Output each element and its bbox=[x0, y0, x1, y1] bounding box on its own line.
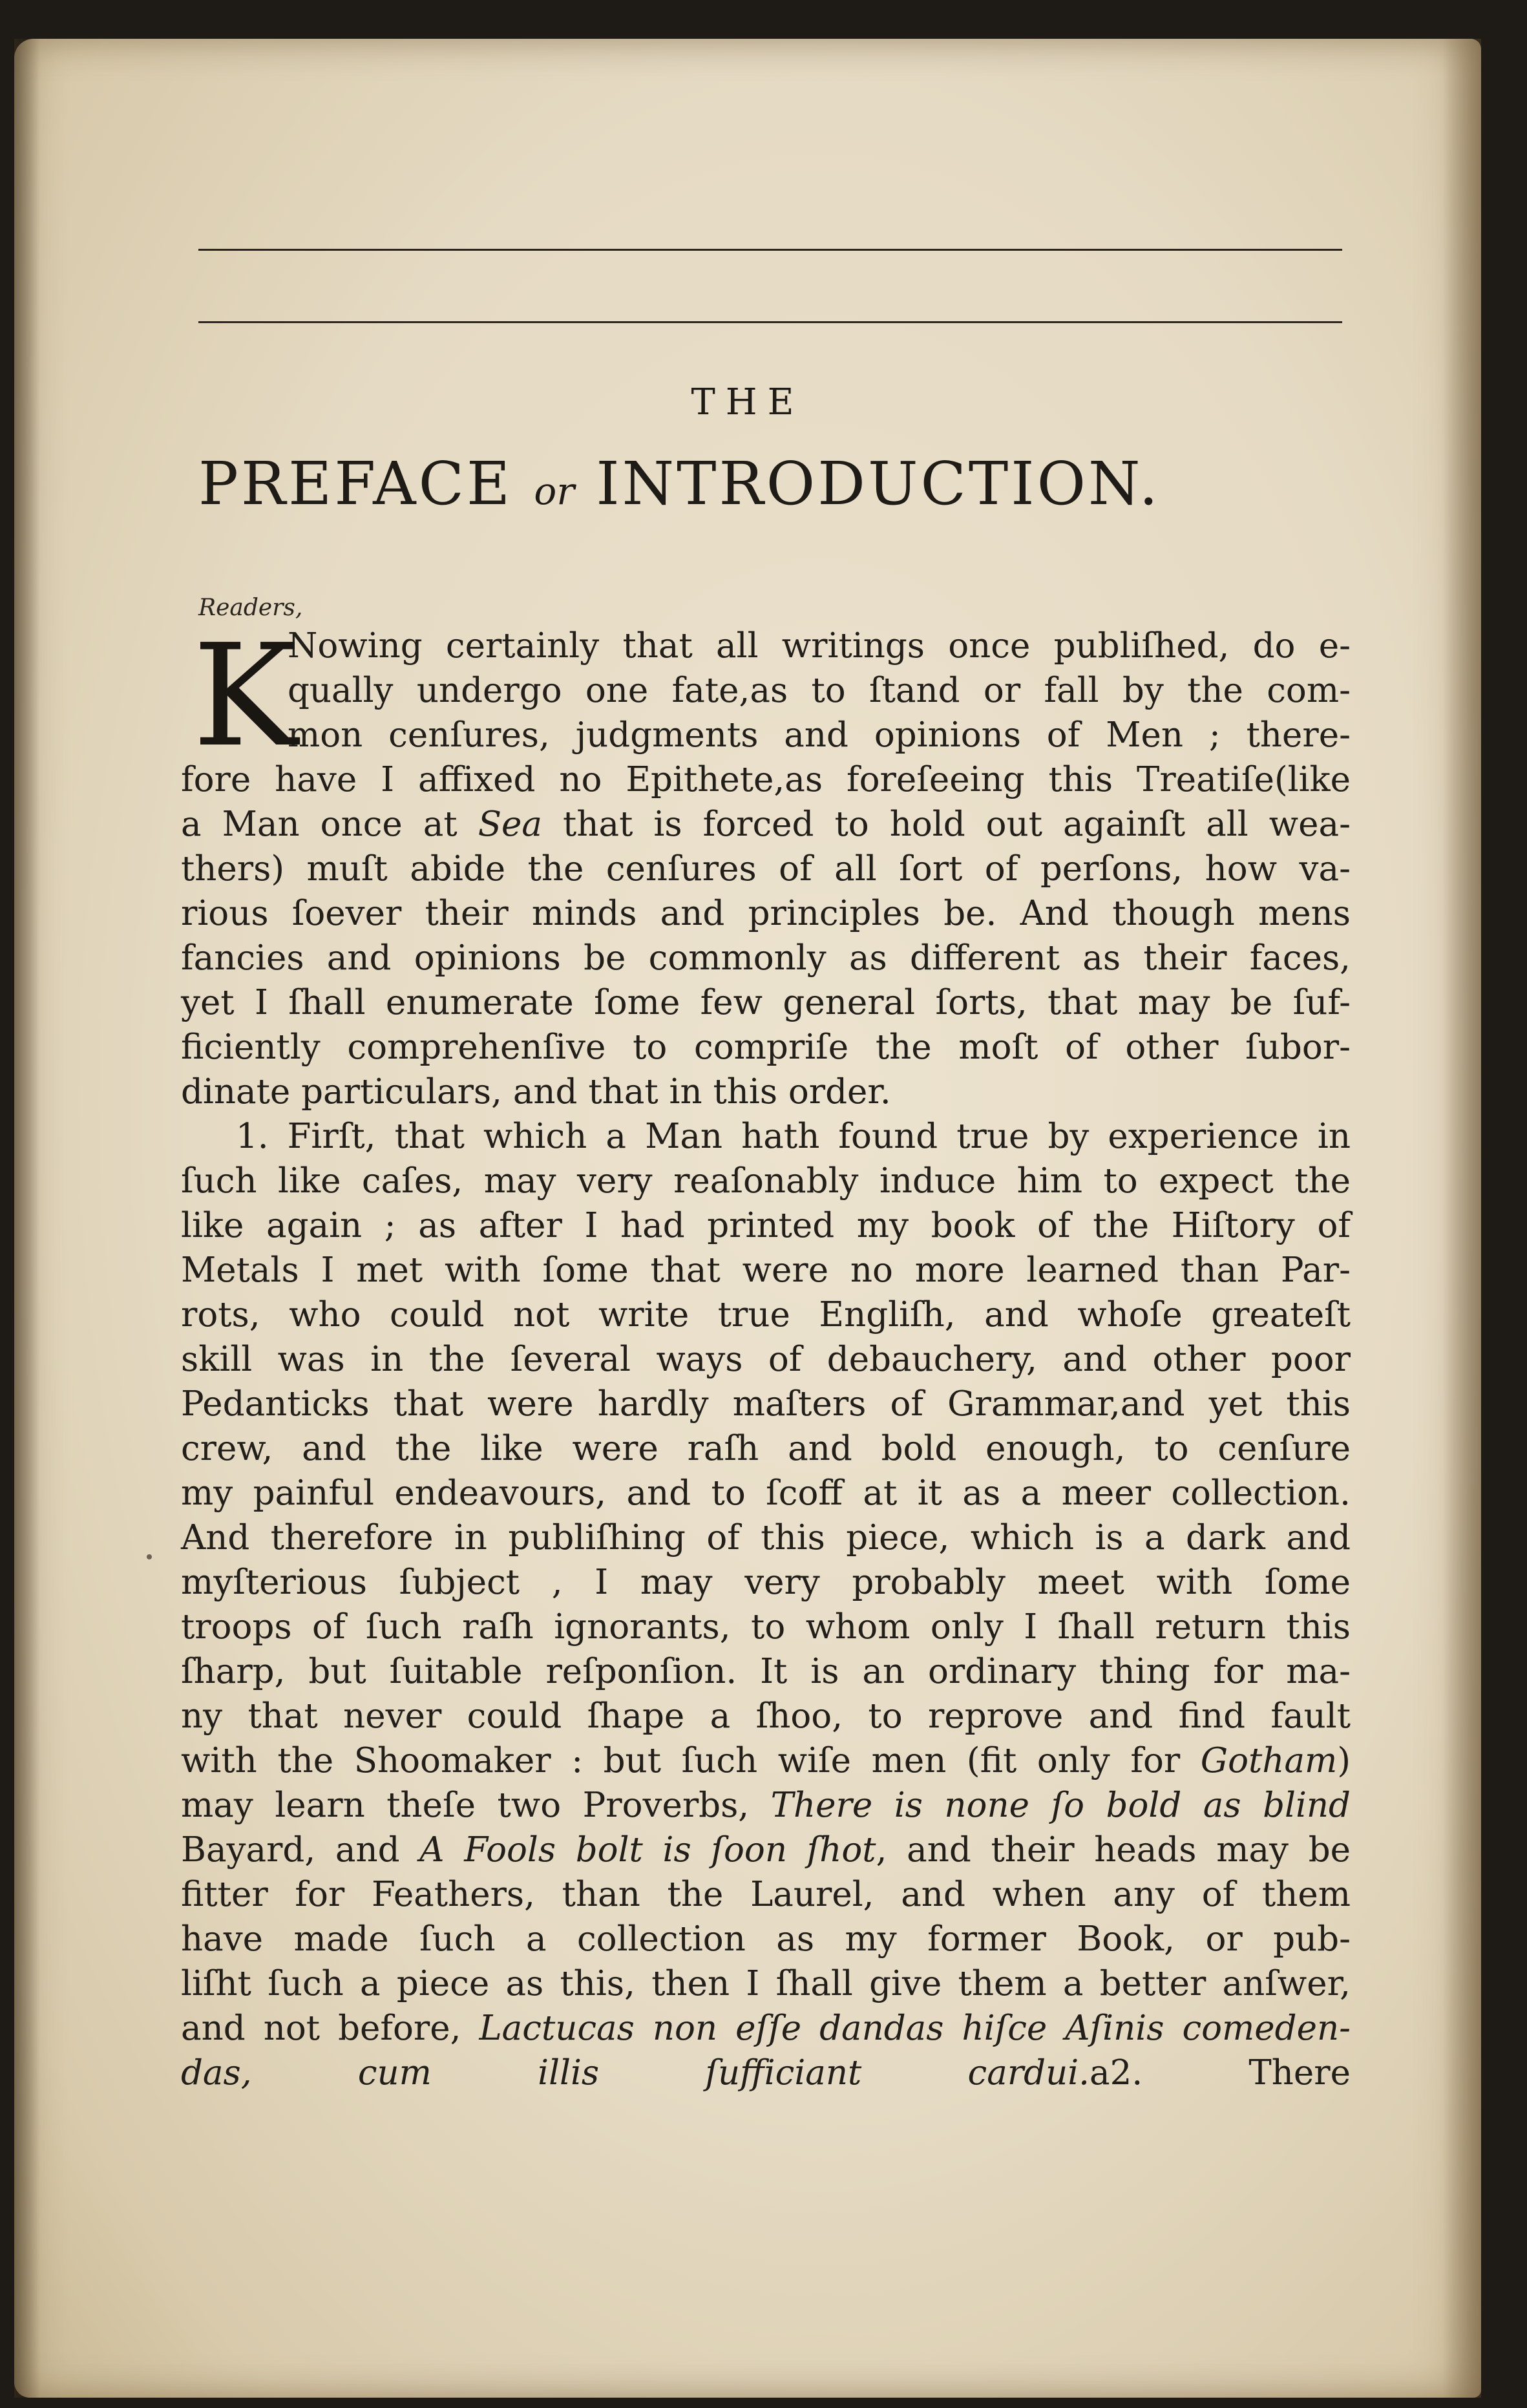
page-title bbox=[198, 449, 1342, 518]
text-line: ſuch like caſes, may very reaſonably induce him to expect the bbox=[181, 1161, 1351, 1201]
text-line: myſterious ſubject , I may very probably meet with ſome bbox=[181, 1563, 1351, 1602]
title-connector: or bbox=[534, 469, 575, 513]
text-line: fore have I affixed no Epithete,as foreſeeing this Treatiſe(like bbox=[181, 760, 1351, 799]
text-line: yet I ſhall enumerate ſome few general ſorts, that may be ſuf- bbox=[181, 983, 1351, 1022]
text-line: thers) muſt abide the cenſures of all ſort of perſons, how va- bbox=[181, 849, 1351, 889]
text-line: And therefore in publiſhing of this piece, which is a dark and bbox=[181, 1518, 1351, 1558]
text-line: 1. Firſt, that which a Man hath found true by experience in bbox=[236, 1117, 1351, 1156]
text-line: liſht ſuch a piece as this, then I ſhall give them a better anſwer, bbox=[181, 1964, 1351, 2003]
text-line: Nowing certainly that all writings once publiſhed, do e- bbox=[288, 626, 1351, 666]
salutation: Readers, bbox=[198, 595, 303, 621]
text-line: rious ſoever their minds and principles be. And though mens bbox=[181, 894, 1351, 933]
text-line: have made ſuch a collection as my former Book, or pub- bbox=[181, 1919, 1351, 1959]
text-line: qually undergo one fate,as to ſtand or fall by the com- bbox=[288, 671, 1351, 710]
text-line: a Man once at Sea that is forced to hold out againſt all wea- bbox=[181, 805, 1351, 844]
text-line: rots, who could not write true Engliſh, and whoſe greateſt bbox=[181, 1295, 1351, 1335]
signature-mark: a bbox=[1090, 2053, 1110, 2093]
text-line: crew, and the like were raſh and bold enough, to cenſure bbox=[181, 1429, 1351, 1468]
text-line: and not before, Lactucas non eſſe dandas hiſce Aſinis comeden- bbox=[181, 2009, 1351, 2048]
text-line: Pedanticks that were hardly maſters of Grammar,and yet this bbox=[181, 1384, 1351, 1424]
text-line: skill was in the ſeveral ways of debauchery, and other poor bbox=[181, 1340, 1351, 1379]
text-line: Metals I met with ſome that were no more learned than Par- bbox=[181, 1251, 1351, 1290]
catchword: 2. There bbox=[1110, 2053, 1351, 2093]
text-line-footer bbox=[181, 2051, 1351, 2095]
closing-latin: das, cum illis ſufficiant cardui. bbox=[181, 2053, 1090, 2093]
text-line: mon cenſures, judgments and opinions of Men ; there- bbox=[288, 715, 1351, 755]
text-line: troops of ſuch raſh ignorants, to whom only I ſhall return this bbox=[181, 1607, 1351, 1647]
ink-speck bbox=[147, 1554, 152, 1559]
text-line: ny that never could ſhape a ſhoo, to reprove and find fault bbox=[181, 1696, 1351, 1736]
text-line: Bayard, and A Fools bolt is ſoon ſhot, and their heads may be bbox=[181, 1830, 1351, 1870]
text-line: may learn theſe two Proverbs, There is none ſo bold as blind bbox=[181, 1786, 1351, 1825]
text-line: ficiently comprehenſive to compriſe the moſt of other ſubor- bbox=[181, 1028, 1351, 1067]
body-text bbox=[181, 615, 1351, 2095]
title-preface: PREFACE bbox=[198, 449, 513, 518]
text-line: with the Shoomaker : but ſuch wiſe men (fit only for Gotham) bbox=[181, 1741, 1351, 1780]
second-rule bbox=[198, 321, 1342, 323]
text-line: ſharp, but ſuitable reſponſion. It is an ordinary thing for ma- bbox=[181, 1652, 1351, 1691]
text-line: my painful endeavours, and to ſcoff at it as a meer collection. bbox=[181, 1473, 1351, 1513]
text-line: fancies and opinions be commonly as different as their faces, bbox=[181, 938, 1351, 978]
text-line: like again ; as after I had printed my book of the Hiſtory of bbox=[181, 1206, 1351, 1245]
text-line: fitter for Feathers, than the Laurel, and when any of them bbox=[181, 1875, 1351, 1914]
drop-cap: K bbox=[193, 615, 298, 778]
title-introduction: INTRODUCTION. bbox=[596, 449, 1161, 518]
heading-the: THE bbox=[691, 381, 805, 423]
top-rule bbox=[198, 249, 1342, 251]
text-line: dinate particulars, and that in this order. bbox=[181, 1072, 891, 1112]
book-page bbox=[14, 39, 1481, 2398]
